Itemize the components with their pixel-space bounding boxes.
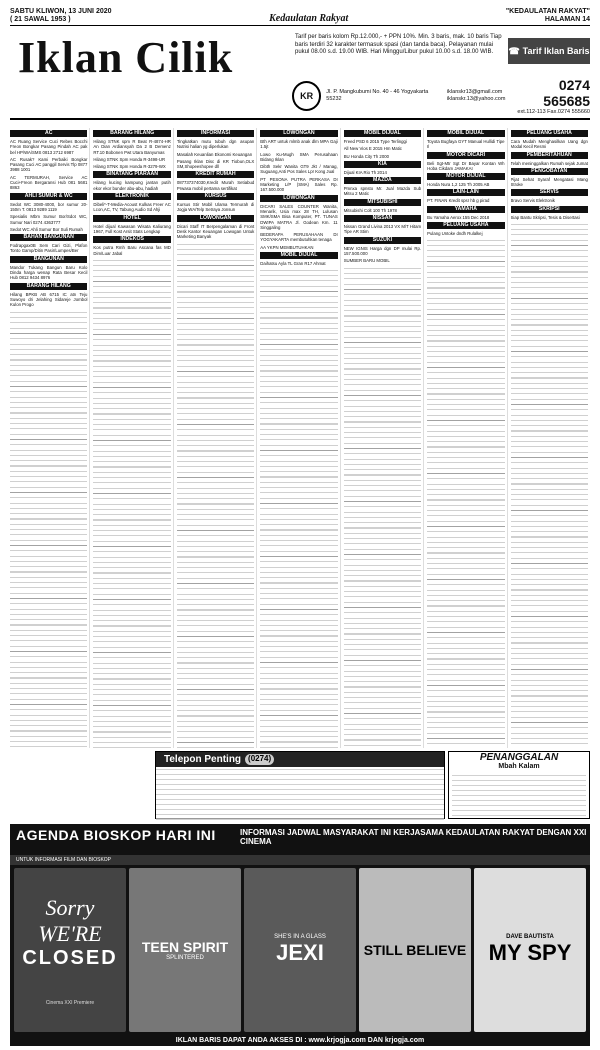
classified-ad: Hilang kucing kampung jantan putih ekor ekor bunder abu-abu, hadiah bbox=[93, 180, 171, 191]
classified-ad: NEW IGNIS Harga dgn DP mulai Rp. 157.500.000 bbox=[343, 245, 422, 256]
classified-ad: Dibeli*-T-Media-Acoust Kulkas Freer AC Lcon,AC, TV, Tabung Audio Sd Ahji bbox=[93, 202, 171, 213]
classified-ad: Hilang BPKB AB 6715 IC atn Teju Suwoyo dri Jelahing Sidareje Jombol Kulon Progo bbox=[10, 291, 88, 308]
section-heading: PELUANG USAHA bbox=[427, 222, 504, 229]
poster-note: Cinema XXI Premiere bbox=[45, 999, 95, 1006]
classified-ad: AA YKPN MEMBUTUHKAN bbox=[260, 244, 314, 250]
tagline: "KEDAULATAN RAKYAT" bbox=[505, 8, 590, 15]
classified-ad: Lowo Ku-Mugh SMA Perusahaan Bidang Iklan bbox=[260, 151, 338, 162]
poster-my-spy[interactable] bbox=[474, 868, 586, 1032]
classified-ad: Kursus Stir Mobil Ulama Termurah di Jogja WA/Telp Setraya Jonsun bbox=[176, 202, 255, 213]
section-heading: PENGOBATAN bbox=[511, 168, 588, 175]
classified-ad: Mandor Tukang Bangun Baru Kolo Dinda harga wenap Rata Besar Kecil Hub 0812 9434 8976 bbox=[10, 264, 88, 281]
telepon-penting-title: Telepon Penting bbox=[164, 754, 242, 765]
poster-subtitle: CLOSED bbox=[22, 946, 118, 969]
classified-ad: Kos putra Rmh Baru Ascana fas MD Dim/Luar Jabal bbox=[93, 245, 171, 256]
poster-subtitle: SHE'S IN A GLASS bbox=[274, 934, 326, 940]
cinema-info-bar: UNTUK INFORMASI FILM DAN BIOSKOP bbox=[16, 857, 112, 863]
obituary-text bbox=[452, 773, 586, 817]
classified-ad: Sedot WC Ahli Sumur Bor Suli Rumah bbox=[10, 226, 83, 232]
email-2[interactable]: iklanskr.13@yahoo.com bbox=[446, 96, 506, 102]
kr-logo-icon: KR bbox=[292, 81, 321, 111]
section-heading: LAIN-LAIN bbox=[427, 189, 504, 196]
issue-date: SABTU KLIWON, 13 JUNI 2020 bbox=[10, 8, 112, 15]
section-heading: MITSUBISHI bbox=[344, 199, 421, 206]
email-1[interactable]: iklanskr13@gmail.com bbox=[446, 89, 503, 95]
section-heading: PEMBERITAHUAN bbox=[511, 152, 588, 159]
obituary-name: Mbah Kalam bbox=[498, 763, 540, 770]
poster-sorry-closed[interactable] bbox=[14, 868, 126, 1032]
page-number: HALAMAN 14 bbox=[544, 16, 590, 23]
poster-still-believe[interactable] bbox=[359, 868, 471, 1032]
obituary-title: PENANGGALAN bbox=[479, 752, 559, 763]
classified-ad: Honda Nura 1,2 125 Th 2005 AB bbox=[427, 182, 490, 188]
tarif-text: Tarif per baris kolom Rp.12.000,- + PPN 10%. Min. 3 baris, mak. 10 baris Tiap baris terdiri 32 karakter termasuk spasi (dan tanda baca). Pelayanan mulai pukul 08.00 s.d. 19.00 WIB. Hari Minggu/Libur pukul 10.00 s.d. 18.00 WIB. bbox=[295, 34, 502, 55]
classified-ad: Nissan Grand Livina 2013 VX M/T Hitam Tipe AR Stim bbox=[343, 224, 422, 235]
section-heading: INDEKOS bbox=[93, 236, 170, 243]
phone-extension: ext.112-113 Fax.0274 555660 bbox=[517, 109, 590, 115]
section-heading: HOTEL bbox=[93, 215, 170, 222]
classified-ad: Spesialis Mbm Sumur Bor/Sdot WC, Sumur Nari 0274 4363777 bbox=[10, 214, 88, 225]
classified-ad: BU Honda City Th 2000 bbox=[343, 153, 389, 159]
classified-ad: Dibth Sekr Wanita GT9 Jkt / Manag, Suguang,Anti Pos Sales Lpr Kong Jual bbox=[260, 164, 338, 175]
classified-ad: Daihatsu Ayla TL Gran R17 Ahmat bbox=[260, 261, 326, 267]
classified-column bbox=[260, 128, 340, 748]
classified-ad: Mitsubishi Colt 100 Th 1978 bbox=[343, 207, 397, 213]
ad-text-block bbox=[511, 222, 588, 748]
section-heading: SUZUKI bbox=[344, 237, 421, 244]
ad-text-block bbox=[177, 242, 254, 748]
paper-name: Kedaulatan Rakyat bbox=[269, 13, 349, 24]
section-heading: LOWONGAN bbox=[260, 195, 337, 202]
section-heading: KIA bbox=[344, 161, 421, 168]
classified-ad: Dijual KIA Rio Th 2014 bbox=[343, 169, 387, 175]
classified-ad: Beli Sgt-Mtr Sgt Dr Bayar Kontan Wh Hoba Cikdam JAMAKAI bbox=[427, 160, 505, 171]
classified-column bbox=[10, 128, 90, 748]
telepon-penting bbox=[155, 751, 445, 819]
classified-ad: DICARI SALES COUNTER Wanita, Menarik, Usia max 28 TH, Lulusan SMK/SMA Bisa Komputer, PT. TUNAS DWIPA MATRA Jl. Godean Km. 11 Singgaling bbox=[260, 203, 338, 230]
section-heading: YAMAHA bbox=[427, 206, 504, 213]
classified-ad: Bravo Servis Elektronik bbox=[510, 198, 555, 204]
poster-teen-spirit[interactable] bbox=[129, 868, 241, 1032]
classified-ad: Cara Mudah Menghasilkan Uang dgn Modal Kecil Resmi bbox=[510, 139, 588, 150]
section-heading: LOWONGAN bbox=[177, 215, 254, 222]
cinema-agenda bbox=[10, 824, 590, 1046]
section-heading: AC bbox=[10, 130, 87, 137]
cinema-footer: IKLAN BARIS DAPAT ANDA AKSES DI : www.krjogja.com DAN krjogja.com bbox=[175, 1037, 425, 1044]
classified-ad: All New Vios E 2015 Hm Matic bbox=[343, 146, 402, 152]
classified-ad: 087737374030,Kredit Murah Setiabud Prwasa mobil pertama sertifikat bbox=[176, 180, 255, 191]
poster-row bbox=[10, 865, 590, 1035]
classified-ad: Tingkatkan mutu tubuh dgn asupan Nutrisi halian yg diperlukan bbox=[176, 139, 255, 150]
section-heading: BAHAN BANGUNAN bbox=[10, 234, 87, 241]
section-heading: LOWONGAN bbox=[260, 130, 337, 137]
classified-ad: Telah meninggalkan Rumah sejak Jumat bbox=[510, 160, 588, 166]
section-heading: KURSUS bbox=[177, 193, 254, 200]
classified-ad: Siap Bantu Skripsi, Tesis & Disertasi bbox=[510, 214, 580, 220]
classified-ad: PT PESONA PUTRA PERKASA DI Marketing L/P (SMA) Sales Rp. 167.500.000 bbox=[260, 176, 338, 193]
classified-column bbox=[511, 128, 590, 748]
tarif-badge bbox=[508, 38, 590, 64]
section-heading: SERVIS bbox=[511, 189, 588, 196]
newspaper-page bbox=[10, 6, 590, 1046]
classified-ad: Sedot WC 3080-4000, bor sumur 20-150m T. 0813 9289 1119 bbox=[10, 201, 88, 212]
area-code: (0274) bbox=[245, 754, 274, 765]
tarif-badge-label: Tarif Iklan Baris bbox=[522, 46, 590, 56]
section-heading: BARANG HILANG bbox=[10, 283, 87, 290]
section-heading: SKRIPSI bbox=[511, 206, 588, 213]
classified-ad: Pmnxa spnsto Mr. Jual Mazda Sub Mitsu 2 Matic bbox=[343, 186, 422, 197]
phone-number: 0274 565685 bbox=[543, 77, 590, 109]
poster-title: STILL BELIEVE bbox=[363, 942, 467, 958]
classified-ad: Bth ART untuk mlmb anak dlm MPA Gaji 1.5jt bbox=[260, 139, 338, 150]
section-heading: MOBIL DIJUAL bbox=[260, 252, 337, 259]
section-heading: BARANG HILANG bbox=[93, 130, 170, 137]
masthead bbox=[10, 6, 590, 26]
classified-ad: Dicari Staff IT Berpengalaman di Front Desk Kantor Keuangan Lowogan Untuk Marketing Banyak bbox=[176, 223, 255, 240]
poster-title: Sorry WE'RE bbox=[38, 894, 102, 946]
section-heading: NISSAN bbox=[344, 215, 421, 222]
classified-ad: Hilang STNK Spm Honda R-3279-WX bbox=[93, 164, 166, 170]
classified-ad: BEDERAPA PERUSAHAAN DI YOGYAKARTA membutuhkan tenaga bbox=[260, 232, 338, 243]
classified-ad: Pasang Iklan Disc di KR Tiobun,OLX SM,Shopeeshopee dll bbox=[176, 158, 255, 170]
phone-block bbox=[510, 77, 590, 115]
ad-text-block bbox=[260, 268, 337, 748]
classified-ad: Hilang STNK Spm Honda R-3498-UR bbox=[93, 156, 166, 162]
poster-title: MY SPY bbox=[488, 940, 572, 965]
iklan-header bbox=[10, 28, 590, 120]
contact-info bbox=[292, 76, 590, 116]
section-heading: MAZDA bbox=[344, 177, 421, 184]
classified-ad: AC TERMURAH, Service AC Cuci+Freon Bergaransi Hub 081 5681 8863 bbox=[10, 174, 88, 191]
telepon-list bbox=[156, 767, 444, 821]
section-heading: KREDIT RUMAH bbox=[177, 171, 254, 178]
email-block bbox=[447, 89, 505, 103]
ad-text-block bbox=[93, 258, 170, 748]
section-heading: AHLI SUMUR & WC bbox=[10, 193, 87, 200]
section-heading: ELEKTRONIK bbox=[93, 193, 170, 200]
page-title: Iklan Cilik bbox=[18, 33, 234, 82]
ad-text-block bbox=[344, 266, 421, 748]
hijri-date: ( 21 SAWAL 1953 ) bbox=[10, 16, 71, 23]
section-heading: MOTOR DIJUAL bbox=[427, 173, 504, 180]
classified-ad: AC Rusak? Kami Perbaiki Bongkar Pasang Cuci AC panggil Servis Tlp 0877 3988 1001 bbox=[10, 156, 88, 173]
classified-columns bbox=[10, 128, 590, 748]
classified-ad: SUMBER BARU MOBIL bbox=[343, 258, 390, 264]
classified-column bbox=[177, 128, 257, 748]
classified-ad: AC Ruang Service Cuci Rebes Bocchi Freon Bongkar Pasang Pindah AC pak bel HP/WA/SMS 0813 2712 6987 bbox=[10, 139, 88, 155]
classified-ad: Fodrapgax0B Sem Cari Gizi, Plafon Tonto Gamp/Ditin Pasir/Lumpes/Ber bbox=[10, 243, 88, 254]
section-heading: INFORMASI bbox=[177, 130, 254, 137]
office-address: Jl. P. Mangkubumi No. 40 - 46 Yogyakarta 55232 bbox=[326, 89, 429, 102]
classified-ad: Masalah Keuanlian Ekonomi Keuangan bbox=[176, 151, 253, 157]
section-heading: MOTOR DICARI bbox=[427, 152, 504, 159]
classified-column bbox=[344, 128, 424, 748]
cinema-title: AGENDA BIOSKOP HARI INI bbox=[16, 827, 216, 843]
phone-icon: ☎ bbox=[508, 45, 520, 56]
classified-column bbox=[93, 128, 173, 748]
section-heading: MOBIL DIJUAL bbox=[344, 130, 421, 137]
section-heading: PELUANG USAHA bbox=[511, 130, 588, 137]
classified-ad: PT. FINAN Kredit spsr hb g pirad bbox=[427, 198, 490, 204]
section-heading: MOBIL DIJUAL bbox=[427, 130, 504, 137]
cinema-subtitle: INFORMASI JADWAL MASYARAKAT INI KERJASAMA KEDAULATAN RAKYAT DENGAN XXI CINEMA bbox=[240, 828, 587, 846]
section-heading: BANGUNAN bbox=[10, 256, 87, 263]
poster-title: JEXI bbox=[276, 940, 324, 965]
classified-ad: Bu Yamaha Aerox 155 Dec 2018 bbox=[427, 214, 490, 220]
ad-text-block bbox=[10, 310, 87, 748]
poster-jexi[interactable] bbox=[244, 868, 356, 1032]
obituary-box bbox=[448, 751, 590, 819]
classified-ad: Pijat Sehat Syaraf Mengatasi Mang Stroke bbox=[510, 176, 588, 188]
classified-column bbox=[427, 128, 507, 748]
section-heading: BINATANG PIARAAN bbox=[93, 171, 170, 178]
poster-subtitle: SPLINTERED bbox=[166, 955, 204, 961]
classified-ad: Toyota Bugfaya GYT Manual Hullidi Tipe Il bbox=[427, 139, 505, 150]
classified-ad: Hilang STNK spm R Beat R-4874-HR An Dian Ardiansyah Da 2 B Demenz RT.10 Bobonen Pwt Utara Banyumas bbox=[93, 139, 171, 155]
classified-ad: Freed PSD 6 2015 Type Terlinggi bbox=[343, 139, 407, 144]
ad-text-block bbox=[427, 238, 504, 748]
classified-ad: Pulang Untoke dndh Rulalkej bbox=[427, 231, 483, 237]
classified-ad: Hotel dijual Kawasan Wisata Kaliurang 1967, Full Kost Arsit Stats Lengkap bbox=[93, 223, 171, 234]
poster-title: TEEN SPIRIT bbox=[141, 939, 229, 955]
poster-subtitle: DAVE BAUTISTA bbox=[506, 934, 554, 940]
